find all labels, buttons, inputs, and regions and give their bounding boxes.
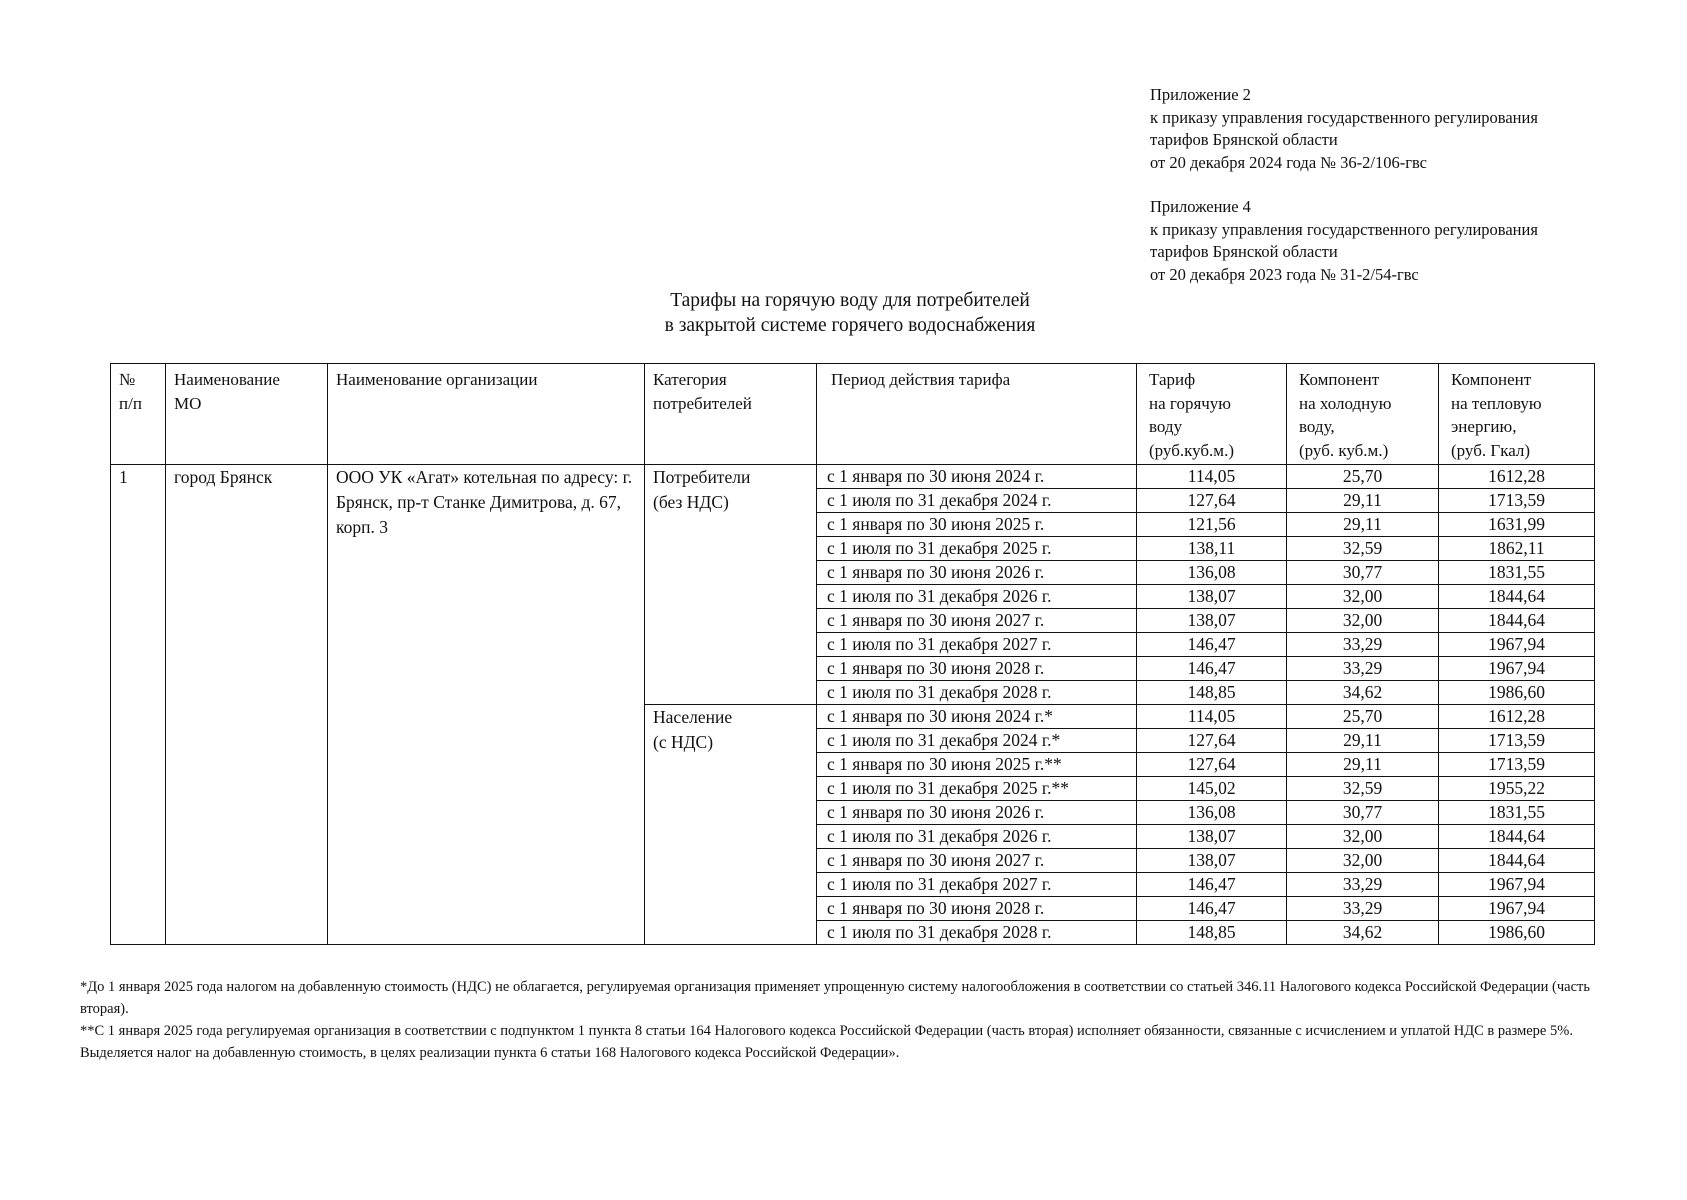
header-line: Компонент xyxy=(1451,370,1532,389)
title-line2: в закрытой системе горячего водоснабжения xyxy=(664,315,1036,336)
heat-energy-component: 1831,55 xyxy=(1439,801,1595,825)
row-number: 1 xyxy=(111,465,166,945)
hot-water-tariff: 146,47 xyxy=(1137,897,1287,921)
heat-energy-component: 1844,64 xyxy=(1439,825,1595,849)
heat-energy-component: 1967,94 xyxy=(1439,633,1595,657)
cold-water-component: 34,62 xyxy=(1287,921,1439,945)
cold-water-component: 30,77 xyxy=(1287,801,1439,825)
appendix-4-title: Приложение 4 xyxy=(1150,197,1251,216)
cold-water-component: 33,29 xyxy=(1287,657,1439,681)
hot-water-tariff: 146,47 xyxy=(1137,873,1287,897)
appendix-4-line2: тарифов Брянской области xyxy=(1150,242,1338,261)
cold-water-component: 33,29 xyxy=(1287,897,1439,921)
header-cold xyxy=(1287,364,1439,465)
header-num xyxy=(111,364,166,465)
heat-energy-component: 1955,22 xyxy=(1439,777,1595,801)
header-line: (руб. Гкал) xyxy=(1451,440,1531,460)
appendix-2-line3: от 20 декабря 2024 года № 36-2/106-гвс xyxy=(1150,152,1427,172)
cold-water-component: 25,70 xyxy=(1287,705,1439,729)
cold-water-component: 25,70 xyxy=(1287,465,1439,489)
header-line: Категория xyxy=(653,370,727,389)
tariff-period: с 1 июля по 31 декабря 2025 г. xyxy=(817,537,1137,561)
hot-water-tariff: 148,85 xyxy=(1137,681,1287,705)
title-line1: Тарифы на горячую воду для потребителей xyxy=(670,290,1030,311)
cold-water-component: 29,11 xyxy=(1287,729,1439,753)
header-line: Период действия тарифа xyxy=(831,370,1011,389)
tariff-period: с 1 января по 30 июня 2024 г.* xyxy=(817,705,1137,729)
cold-water-component: 30,77 xyxy=(1287,561,1439,585)
cold-water-component: 32,00 xyxy=(1287,585,1439,609)
heat-energy-component: 1844,64 xyxy=(1439,585,1595,609)
tariff-period: с 1 января по 30 июня 2028 г. xyxy=(817,897,1137,921)
header-org xyxy=(328,364,645,465)
tariff-table xyxy=(110,363,1595,945)
tariff-period: с 1 января по 30 июня 2028 г. xyxy=(817,657,1137,681)
hot-water-tariff: 114,05 xyxy=(1137,465,1287,489)
appendix-2-header xyxy=(1150,84,1538,174)
hot-water-tariff: 114,05 xyxy=(1137,705,1287,729)
hot-water-tariff: 138,07 xyxy=(1137,609,1287,633)
tariff-period: с 1 июля по 31 декабря 2024 г. xyxy=(817,489,1137,513)
header-line: энергию, xyxy=(1451,417,1517,436)
heat-energy-component: 1713,59 xyxy=(1439,489,1595,513)
heat-energy-component: 1844,64 xyxy=(1439,609,1595,633)
hot-water-tariff: 138,07 xyxy=(1137,825,1287,849)
cold-water-component: 33,29 xyxy=(1287,633,1439,657)
header-period xyxy=(817,364,1137,465)
header-line: (руб. куб.м.) xyxy=(1299,440,1389,460)
hot-water-tariff: 127,64 xyxy=(1137,489,1287,513)
footnote-1: *До 1 января 2025 года налогом на добавленную стоимость (НДС) не облагается, регулируемая организация применяет упрощенную систему налогообложения в соответствии со статьей 346.11 Налогового кодекса Российской Федерации (часть вторая). xyxy=(80,979,1591,1017)
header-line: Компонент xyxy=(1299,370,1380,389)
tariff-period: с 1 июля по 31 декабря 2027 г. xyxy=(817,633,1137,657)
heat-energy-component: 1967,94 xyxy=(1439,897,1595,921)
header-line: Наименование xyxy=(174,370,280,389)
hot-water-tariff: 136,08 xyxy=(1137,801,1287,825)
appendix-2-line2: тарифов Брянской области xyxy=(1150,130,1338,149)
header-line: Наименование организации xyxy=(336,370,538,389)
tariff-period: с 1 июля по 31 декабря 2028 г. xyxy=(817,921,1137,945)
appendix-2-line1: к приказу управления государственного регулирования xyxy=(1150,107,1538,127)
header-line: № xyxy=(119,370,136,389)
header-line: на горячую xyxy=(1149,393,1232,413)
appendix-4-line1: к приказу управления государственного регулирования xyxy=(1150,219,1538,239)
cold-water-component: 29,11 xyxy=(1287,513,1439,537)
hot-water-tariff: 121,56 xyxy=(1137,513,1287,537)
cold-water-component: 32,59 xyxy=(1287,537,1439,561)
appendix-2-title: Приложение 2 xyxy=(1150,85,1251,104)
tariff-period: с 1 июля по 31 декабря 2027 г. xyxy=(817,873,1137,897)
category-line: Потребители xyxy=(653,467,751,487)
header-tariff xyxy=(1137,364,1287,465)
hot-water-tariff: 127,64 xyxy=(1137,753,1287,777)
cold-water-component: 32,00 xyxy=(1287,825,1439,849)
heat-energy-component: 1631,99 xyxy=(1439,513,1595,537)
header-category xyxy=(645,364,817,465)
tariff-period: с 1 января по 30 июня 2026 г. xyxy=(817,561,1137,585)
cold-water-component: 29,11 xyxy=(1287,489,1439,513)
header-line: потребителей xyxy=(653,393,752,413)
cold-water-component: 29,11 xyxy=(1287,753,1439,777)
header-line: п/п xyxy=(119,393,142,413)
header-line: МО xyxy=(174,393,202,413)
heat-energy-component: 1713,59 xyxy=(1439,753,1595,777)
table-body xyxy=(111,465,1595,945)
tariff-period: с 1 июля по 31 декабря 2025 г.** xyxy=(817,777,1137,801)
heat-energy-component: 1862,11 xyxy=(1439,537,1595,561)
appendix-4-header xyxy=(1150,196,1538,286)
heat-energy-component: 1612,28 xyxy=(1439,465,1595,489)
hot-water-tariff: 127,64 xyxy=(1137,729,1287,753)
cold-water-component: 34,62 xyxy=(1287,681,1439,705)
hot-water-tariff: 138,11 xyxy=(1137,537,1287,561)
heat-energy-component: 1986,60 xyxy=(1439,921,1595,945)
table-row xyxy=(111,465,1595,489)
header-line: Тариф xyxy=(1149,370,1196,389)
category-line: Население xyxy=(653,707,733,727)
category-line: (без НДС) xyxy=(653,492,729,512)
consumer-category xyxy=(645,465,817,705)
cold-water-component: 33,29 xyxy=(1287,873,1439,897)
header-line: (руб.куб.м.) xyxy=(1149,440,1234,460)
tariff-period: с 1 июля по 31 декабря 2026 г. xyxy=(817,585,1137,609)
hot-water-tariff: 138,07 xyxy=(1137,585,1287,609)
tariff-period: с 1 января по 30 июня 2027 г. xyxy=(817,609,1137,633)
cold-water-component: 32,00 xyxy=(1287,849,1439,873)
tariff-period: с 1 июля по 31 декабря 2024 г.* xyxy=(817,729,1137,753)
cold-water-component: 32,00 xyxy=(1287,609,1439,633)
heat-energy-component: 1612,28 xyxy=(1439,705,1595,729)
header-line: воду, xyxy=(1299,417,1335,436)
header-line: воду xyxy=(1149,417,1183,436)
municipality-name: город Брянск xyxy=(166,465,328,945)
category-line: (с НДС) xyxy=(653,732,714,752)
tariff-period: с 1 июля по 31 декабря 2028 г. xyxy=(817,681,1137,705)
heat-energy-component: 1844,64 xyxy=(1439,849,1595,873)
hot-water-tariff: 146,47 xyxy=(1137,633,1287,657)
tariff-period: с 1 июля по 31 декабря 2026 г. xyxy=(817,825,1137,849)
heat-energy-component: 1967,94 xyxy=(1439,873,1595,897)
cold-water-component: 32,59 xyxy=(1287,777,1439,801)
header-line: на холодную xyxy=(1299,393,1392,413)
hot-water-tariff: 138,07 xyxy=(1137,849,1287,873)
hot-water-tariff: 148,85 xyxy=(1137,921,1287,945)
table-header-row xyxy=(111,364,1595,465)
hot-water-tariff: 136,08 xyxy=(1137,561,1287,585)
document-title xyxy=(550,288,1150,338)
tariff-period: с 1 января по 30 июня 2024 г. xyxy=(817,465,1137,489)
footnote-2: **С 1 января 2025 года регулируемая организация в соответствии с подпунктом 1 пункта 8 статьи 164 Налогового кодекса Российской Федерации (часть вторая) исполняет обязанности, связанные с исчислением и уплатой НДС в размере 5%. xyxy=(80,1023,1573,1039)
tariff-period: с 1 января по 30 июня 2026 г. xyxy=(817,801,1137,825)
hot-water-tariff: 145,02 xyxy=(1137,777,1287,801)
heat-energy-component: 1986,60 xyxy=(1439,681,1595,705)
heat-energy-component: 1967,94 xyxy=(1439,657,1595,681)
heat-energy-component: 1713,59 xyxy=(1439,729,1595,753)
heat-energy-component: 1831,55 xyxy=(1439,561,1595,585)
tariff-period: с 1 января по 30 июня 2025 г. xyxy=(817,513,1137,537)
footnote-3: Выделяется налог на добавленную стоимость, в целях реализации пункта 6 статьи 168 Налогового кодекса Российской Федерации». xyxy=(80,1045,900,1061)
header-heat xyxy=(1439,364,1595,465)
hot-water-tariff: 146,47 xyxy=(1137,657,1287,681)
header-mo xyxy=(166,364,328,465)
header-line: на тепловую xyxy=(1451,393,1542,413)
tariff-period: с 1 января по 30 июня 2027 г. xyxy=(817,849,1137,873)
footnotes xyxy=(80,976,1620,1064)
consumer-category xyxy=(645,705,817,945)
organization-name: ООО УК «Агат» котельная по адресу: г. Брянск, пр-т Станке Димитрова, д. 67, корп. 3 xyxy=(328,465,645,945)
appendix-4-line3: от 20 декабря 2023 года № 31-2/54-гвс xyxy=(1150,264,1419,284)
tariff-period: с 1 января по 30 июня 2025 г.** xyxy=(817,753,1137,777)
